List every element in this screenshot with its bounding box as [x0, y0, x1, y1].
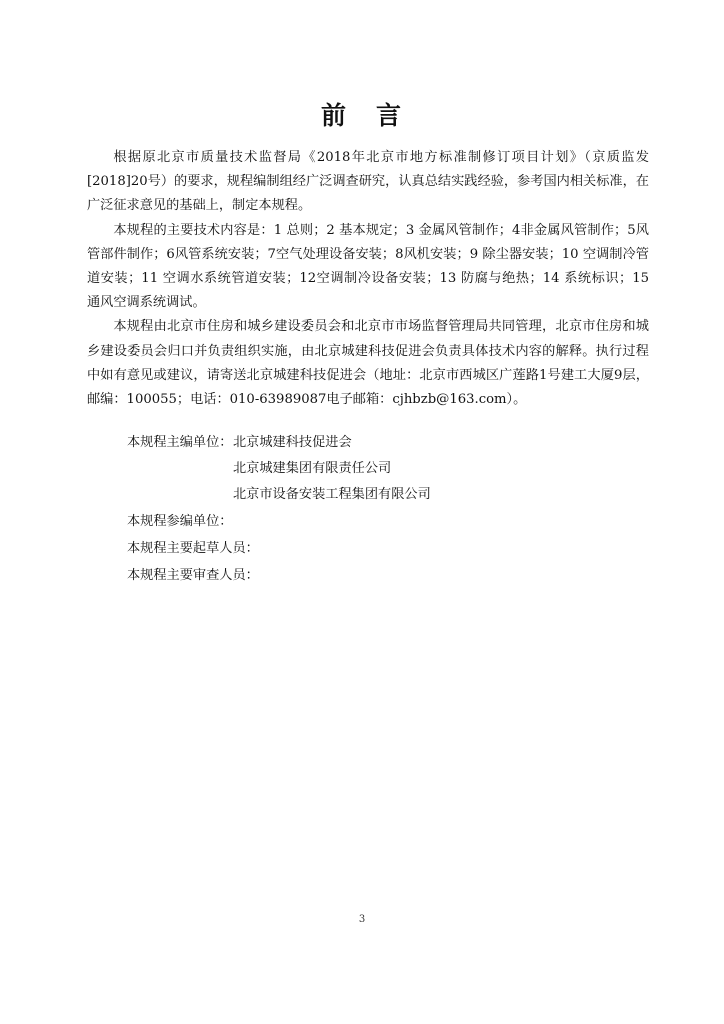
- title-char-1: 前: [320, 101, 348, 130]
- title-char-2: 言: [376, 101, 404, 130]
- chief-editor-2: 北京城建集团有限责任公司: [233, 461, 392, 476]
- page-title: [0, 96, 724, 132]
- drafters-label: 本规程主要起草人员：: [127, 541, 259, 556]
- preface-body: [87, 146, 649, 412]
- paragraph-basis: 根据原北京市质量技术监督局《2018年北京市地方标准制修订项目计划》（京质监发[2018]20号）的要求，规程编制组经广泛调查研究，认真总结实践经验，参考国内相关标准，在广泛征求意见的基础上，制定本规程。: [87, 150, 649, 214]
- participating-label: 本规程参编单位：: [127, 514, 233, 529]
- chief-editor-1: 北京城建科技促进会: [233, 435, 352, 450]
- reviewers-label: 本规程主要审查人员：: [127, 568, 259, 583]
- page-number: 3: [358, 914, 366, 925]
- chief-editor-label: 本规程主编单位：: [127, 435, 233, 450]
- paragraph-technical-content: 本规程的主要技术内容是：1 总则；2 基本规定；3 金属风管制作；4非金属风管制作；5风管部件制作；6风管系统安装；7空气处理设备安装；8风机安装；9 除尘器安装；10 空调制冷管道安装；11 空调水系统管道安装；12空调制冷设备安装；13 防腐与绝热；14 系统标识；15 通风空调系统调试。: [87, 222, 649, 311]
- chief-editor-3: 北京市设备安装工程集团有限公司: [233, 487, 431, 502]
- paragraph-management: 本规程由北京市住房和城乡建设委员会和北京市市场监督管理局共同管理，北京市住房和城乡建设委员会归口并负责组织实施，由北京城建科技促进会负责具体技术内容的解释。执行过程中如有意见或建议，请寄送北京城建科技促进会（地址：北京市西城区广莲路1号建工大厦9层，邮编：100055；电话：010-63989087电子邮箱：cjhbzb@163.com）。: [87, 319, 649, 408]
